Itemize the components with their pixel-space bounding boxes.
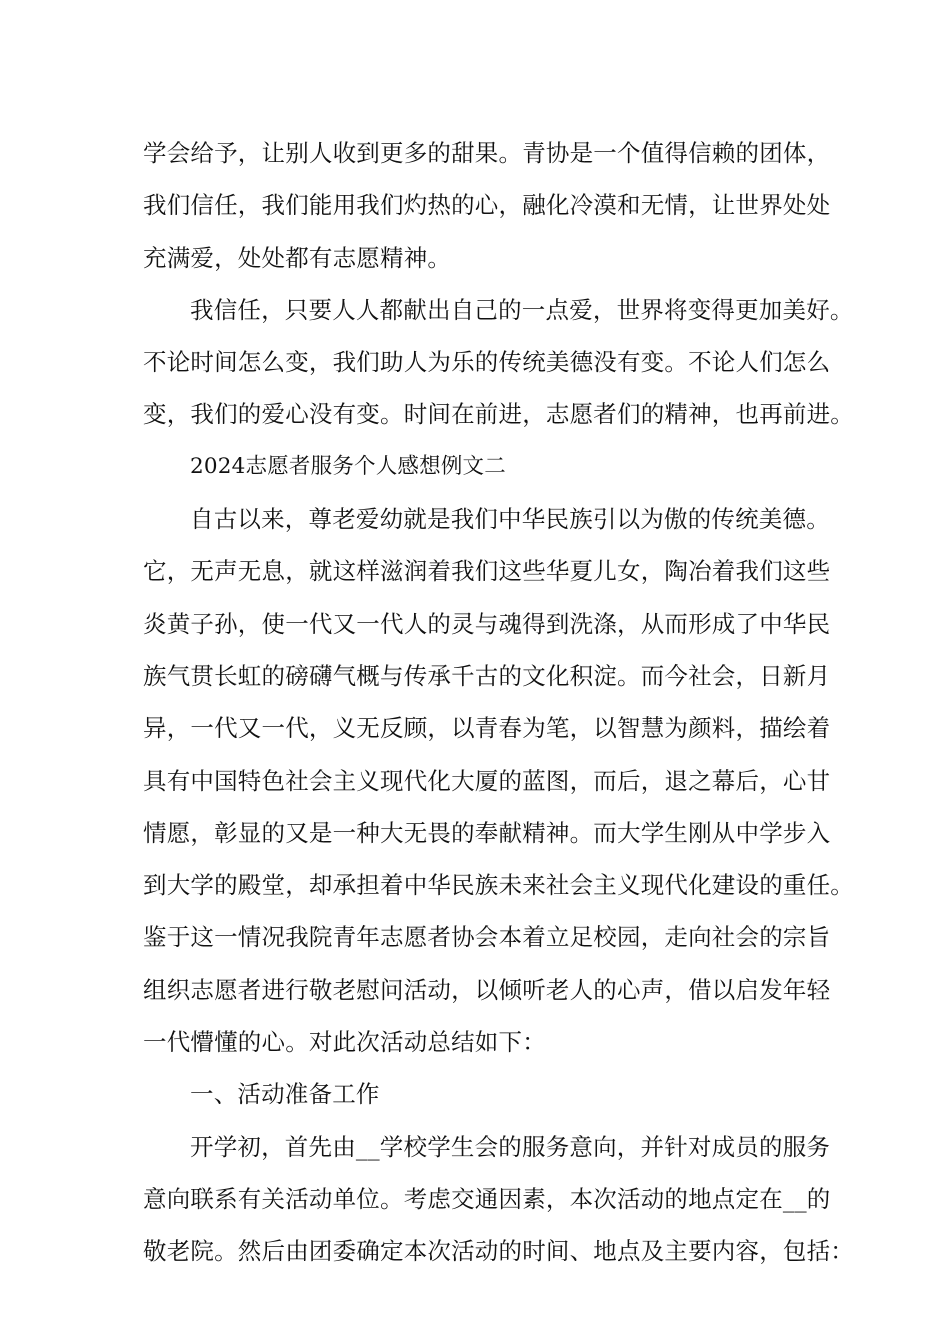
paragraph-start-line: 我信任，只要人人都献出自己的一点爱，世界将变得更加美好。 [190, 295, 854, 324]
paragraph-start-line: 开学初，首先由__学校学生会的服务意向，并针对成员的服务 [190, 1132, 831, 1161]
text-line: 意向联系有关活动单位。考虑交通因素，本次活动的地点定在__的 [143, 1184, 831, 1213]
text-line: 一代懵懂的心。对此次活动总结如下： [143, 1028, 546, 1057]
text-line: 族气贯长虹的磅礴气概与传承千古的文化积淀。而今社会，日新月 [143, 661, 831, 690]
text-line: 情愿，彰显的又是一种大无畏的奉献精神。而大学生刚从中学步入 [143, 818, 831, 847]
text-line: 学会给予，让别人收到更多的甜果。青协是一个值得信赖的团体， [143, 139, 831, 167]
document-body [143, 127, 854, 1278]
text-line: 鉴于这一情况我院青年志愿者协会本着立足校园，走向社会的宗旨 [143, 923, 831, 952]
text-line: 异，一代又一代，义无反顾，以青春为笔，以智慧为颜料，描绘着 [143, 714, 831, 743]
text-line: 炎黄子孙，使一代又一代人的灵与魂得到洗涤，从而形成了中华民 [143, 609, 831, 638]
text-line: 到大学的殿堂，却承担着中华民族未来社会主义现代化建设的重任。 [143, 871, 854, 900]
text-line: 变，我们的爱心没有变。时间在前进，志愿者们的精神，也再前进。 [143, 400, 854, 429]
paragraph-start-line: 自古以来，尊老爱幼就是我们中华民族引以为傲的传统美德。 [190, 505, 830, 534]
text-line: 敬老院。然后由团委确定本次活动的时间、地点及主要内容，包括： [143, 1237, 854, 1266]
text-line: 充满爱，处处都有志愿精神。 [143, 243, 452, 272]
text-line: 我们信任，我们能用我们灼热的心，融化冷漠和无情，让世界处处 [143, 191, 831, 220]
section-heading: 一、活动准备工作 [190, 1080, 380, 1109]
section-title: 2024志愿者服务个人感想例文二 [190, 453, 506, 479]
text-line: 不论时间怎么变，我们助人为乐的传统美德没有变。不论人们怎么 [143, 348, 831, 377]
text-line: 它，无声无息，就这样滋润着我们这些华夏儿女，陶冶着我们这些 [143, 557, 831, 586]
text-line: 具有中国特色社会主义现代化大厦的蓝图，而后，退之幕后，心甘 [143, 766, 831, 795]
text-line: 组织志愿者进行敬老慰问活动，以倾听老人的心声，借以启发年轻 [143, 975, 831, 1004]
